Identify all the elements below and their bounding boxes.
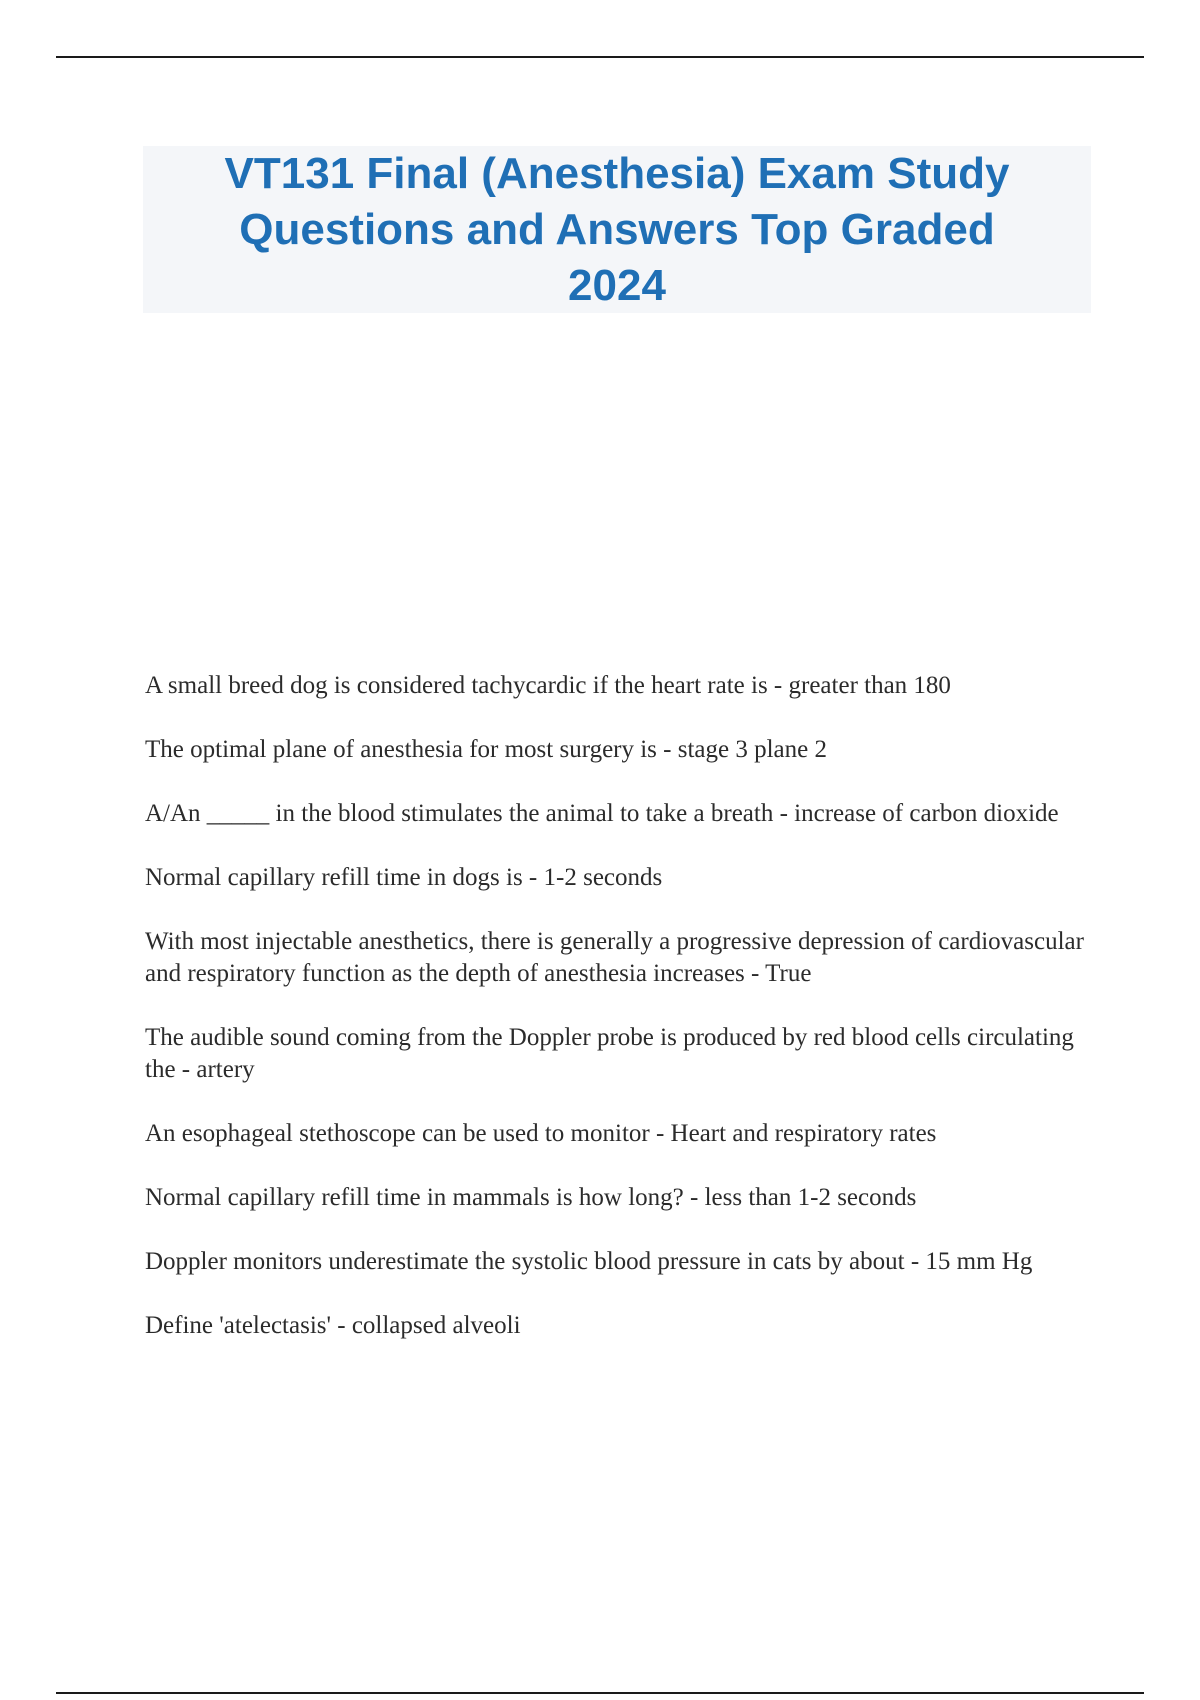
bottom-rule xyxy=(56,1692,1144,1694)
title-banner xyxy=(143,146,1091,313)
qa-item: The optimal plane of anesthesia for most surgery is - stage 3 plane 2 xyxy=(145,736,827,763)
qa-item: Normal capillary refill time in mammals is how long? - less than 1-2 seconds xyxy=(145,1184,917,1211)
qa-item: Normal capillary refill time in dogs is - 1-2 seconds xyxy=(145,864,663,891)
document-title: VT131 Final (Anesthesia) Exam Study Questions and Answers Top Graded 2024 xyxy=(224,148,1010,310)
qa-item: Doppler monitors underestimate the systolic blood pressure in cats by about - 15 mm Hg xyxy=(145,1248,1033,1275)
qa-item: A small breed dog is considered tachycardic if the heart rate is - greater than 180 xyxy=(145,672,951,699)
qa-item: Define 'atelectasis' - collapsed alveoli xyxy=(145,1312,521,1339)
qa-list xyxy=(145,670,1095,1374)
qa-item: The audible sound coming from the Doppler probe is produced by red blood cells circulating the - artery xyxy=(145,1024,1074,1083)
qa-item: An esophageal stethoscope can be used to monitor - Heart and respiratory rates xyxy=(145,1120,937,1147)
qa-item: With most injectable anesthetics, there is generally a progressive depression of cardiovascular and respiratory function as the depth of anesthesia increases - True xyxy=(145,928,1084,987)
qa-item: A/An _____ in the blood stimulates the animal to take a breath - increase of carbon dioxide xyxy=(145,800,1059,827)
top-rule xyxy=(56,56,1144,58)
